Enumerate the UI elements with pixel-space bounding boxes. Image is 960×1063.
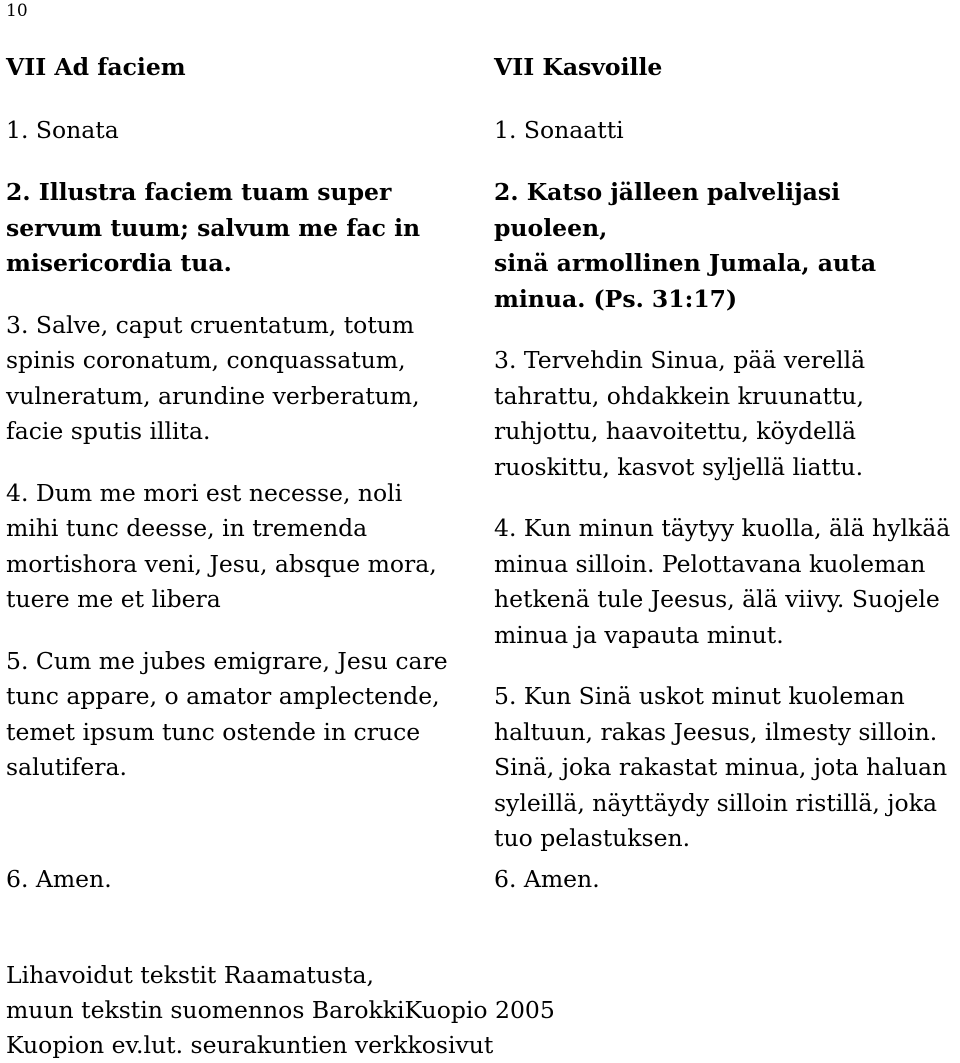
- finnish-section-1: 1. Sonaatti: [494, 115, 624, 144]
- footer-line: Lihavoidut tekstit Raamatusta,: [6, 961, 374, 989]
- text-line: 5. Cum me jubes emigrare, Jesu care: [6, 646, 448, 675]
- text-line: 3. Salve, caput cruentatum, totum: [6, 310, 415, 339]
- text-line: 2. Illustra faciem tuam super: [6, 178, 392, 206]
- text-line: 3. Tervehdin Sinua, pää verellä: [494, 346, 866, 374]
- text-line: mihi tunc deesse, in tremenda: [6, 514, 368, 542]
- text-line: Sinä, joka rakastat minua, jota haluan: [494, 753, 948, 781]
- latin-column: [6, 50, 476, 812]
- text-line: 4. Kun minun täytyy kuolla, älä hylkää: [494, 514, 951, 542]
- text-line: spinis coronatum, conquassatum,: [6, 346, 406, 374]
- text-line: sinä armollinen Jumala, auta: [494, 249, 877, 277]
- text-line: temet ipsum tunc ostende in cruce: [6, 717, 421, 746]
- finnish-section-3: [494, 343, 960, 485]
- latin-section-6: [6, 862, 476, 898]
- finnish-section-5: [494, 679, 960, 857]
- latin-section-5: [6, 644, 476, 786]
- text-line: tahrattu, ohdakkein kruunattu,: [494, 381, 865, 410]
- latin-section-1: 1. Sonata: [6, 115, 119, 144]
- page-number: 10: [6, 1, 28, 21]
- latin-section-4: [6, 476, 476, 618]
- text-line: tunc appare, o amator amplectende,: [6, 682, 440, 710]
- latin-section-2: [6, 175, 476, 282]
- text-line: tuo pelastuksen.: [494, 824, 691, 852]
- text-line: 5. Kun Sinä uskot minut kuoleman: [494, 682, 905, 710]
- text-line: haltuun, rakas Jeesus, ilmesty silloin.: [494, 717, 938, 746]
- footer-line: Kuopion ev.lut. seurakuntien verkkosivut: [6, 1031, 494, 1059]
- text-line: salutifera.: [6, 753, 127, 781]
- text-line: ruoskittu, kasvot syljellä liattu.: [494, 452, 864, 481]
- text-line: minua. (Ps. 31:17): [494, 284, 738, 313]
- text-line: syleillä, näyttäydy silloin ristillä, joka: [494, 788, 937, 817]
- text-line: 2. Katso jälleen palvelijasi puoleen,: [494, 178, 840, 242]
- text-line: vulneratum, arundine verberatum,: [6, 381, 420, 410]
- text-line: 6. Amen.: [6, 865, 112, 893]
- text-line: facie sputis illita.: [6, 417, 211, 445]
- latin-title: VII Ad faciem: [6, 53, 186, 81]
- footer-line: muun tekstin suomennos BarokkiKuopio 2005: [6, 996, 555, 1024]
- text-line: servum tuum; salvum me fac in: [6, 213, 421, 242]
- finnish-section-4: [494, 511, 960, 653]
- text-line: 6. Amen.: [494, 865, 600, 893]
- text-line: ruhjottu, haavoitettu, köydellä: [494, 417, 856, 445]
- text-line: misericordia tua.: [6, 249, 232, 277]
- finnish-section-6: [494, 862, 960, 898]
- text-line: mortishora veni, Jesu, absque mora,: [6, 549, 437, 578]
- finnish-section-2: [494, 175, 960, 317]
- finnish-column: [494, 50, 960, 883]
- text-line: minua ja vapauta minut.: [494, 620, 784, 649]
- text-line: minua silloin. Pelottavana kuoleman: [494, 549, 926, 578]
- latin-section-3: [6, 308, 476, 450]
- text-line: tuere me et libera: [6, 585, 221, 613]
- text-line: 4. Dum me mori est necesse, noli: [6, 478, 403, 507]
- text-line: hetkenä tule Jeesus, älä viivy. Suojele: [494, 585, 940, 613]
- finnish-title: VII Kasvoille: [494, 53, 663, 81]
- footer-note: [6, 958, 555, 1063]
